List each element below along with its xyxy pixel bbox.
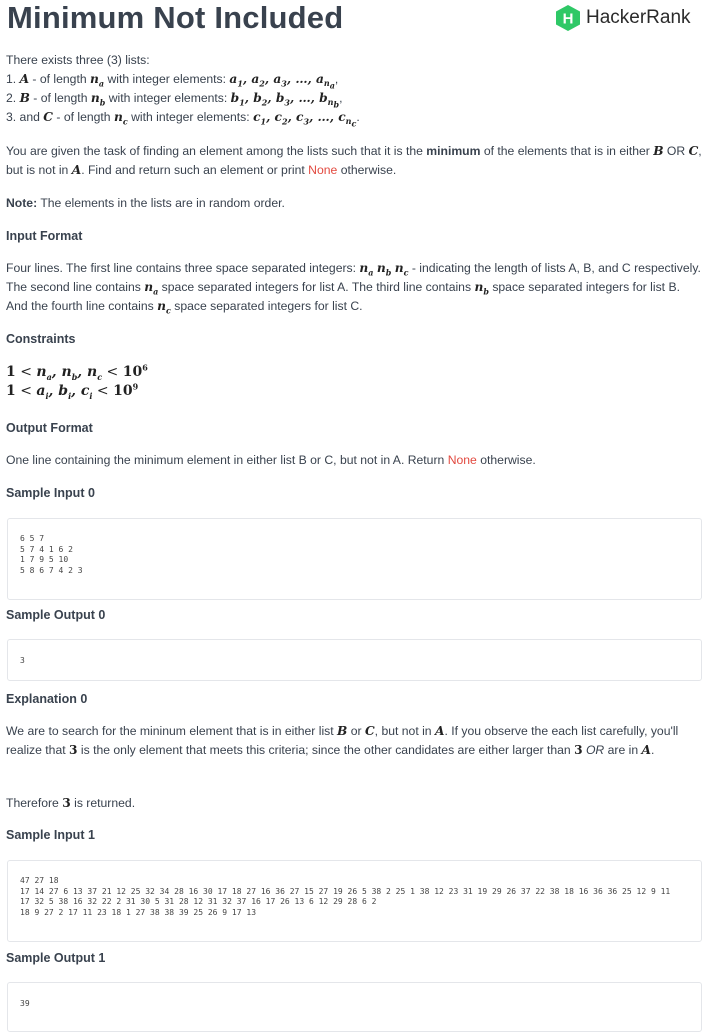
hackerrank-hexagon-icon bbox=[555, 4, 581, 32]
sample-input-0-box[interactable] bbox=[7, 518, 702, 600]
sample-output-0-heading: Sample Output 0 bbox=[6, 608, 106, 622]
explanation-0-heading: Explanation 0 bbox=[6, 692, 88, 706]
input-format-heading: Input Format bbox=[6, 229, 83, 243]
output-format-heading: Output Format bbox=[6, 421, 93, 435]
none-keyword: None bbox=[447, 453, 477, 467]
sample-output-1-heading: Sample Output 1 bbox=[6, 951, 106, 965]
hackerrank-logo bbox=[555, 4, 691, 32]
sample-input-1-code: 47 27 18 17 14 27 6 13 37 21 12 25 32 34 28 16 30 17 18 27 16 36 27 15 27 19 26 5 38 2 25 1 38 12 23 31 19 29 26 37 22 38 18 16 36 36 25 12 9 11 17 32 5 38 16 32 22 2 31 30 5 31 28 12 31 32 37 16 17 26 13 6 12 29 28 6 2 18 9 27 2 17 11 23 18 1 27 38 38 39 25 26 9 17 13 bbox=[20, 876, 671, 917]
sample-output-0-box[interactable] bbox=[7, 639, 702, 681]
logo-text: HackerRank bbox=[586, 7, 691, 28]
sample-input-1-heading: Sample Input 1 bbox=[6, 828, 95, 842]
sample-input-0-code: 6 5 7 5 7 4 1 6 2 1 7 9 5 10 5 8 6 7 4 2 3 bbox=[20, 534, 83, 575]
sample-output-1-box[interactable] bbox=[7, 982, 702, 1032]
input-format-text: Four lines. The first line contains three space separated integers: $n_a$ $n_b$ $n_c$ - indicating the length of lists A, B, and C respectively. The second line contains $n_a$ space separated integers for list A. The third line contains $n_b$ space separated integers for list B. And the fourth line contains $n_c$ space separated integers for list C. bbox=[6, 261, 701, 316]
intro-text: There exists three (3) lists: 1. A - of length $n_a$ with integer elements: $a_1$, $a_2$, $a_3$, …, $a_{n_a}$, 2. B - of length $n_b$ with integer elements: $b_1$, $b_2$, $b_3$, …, $b_{n_b}$, 3. and C - of length $n_c$ with integer elements: $c_1$, $c_2$, $c_3$, …, $c_{n_c}$. bbox=[6, 53, 360, 130]
task-text: You are given the task of finding an element among the lists such that it is the minimum of the elements that is in either B OR C, but is not in A. Find and return such an element or print None otherwise. bbox=[6, 144, 702, 177]
sample-input-1-box[interactable] bbox=[7, 860, 702, 942]
note-text: Note: The elements in the lists are in random order. bbox=[6, 196, 285, 210]
sample-output-0-code: 3 bbox=[20, 656, 25, 665]
constraint-lengths: $1 < n_a$, $n_b$, $n_c < 10^6$ bbox=[6, 362, 148, 382]
none-keyword: None bbox=[308, 163, 338, 177]
svg-text:H: H bbox=[562, 10, 574, 28]
sample-input-0-heading: Sample Input 0 bbox=[6, 486, 95, 500]
sample-output-1-code: 39 bbox=[20, 999, 30, 1008]
page-title: Minimum Not Included bbox=[7, 0, 344, 35]
therefore-text: Therefore 3 is returned. bbox=[6, 796, 136, 810]
output-format-text: One line containing the minimum element in either list B or C, but not in A. Return None otherwise. bbox=[6, 453, 536, 467]
constraints-heading: Constraints bbox=[6, 332, 76, 346]
explanation-0-text: We are to search for the mininum element that is in either list B or C, but not in A. If you observe the each list carefully, you'll realize that 3 is the only element that meets this criteria; since the other candidates are either larger than 3 OR are in A. bbox=[6, 724, 679, 757]
constraint-values: $1 < a_i$, $b_i$, $c_i < 10^9$ bbox=[6, 381, 139, 401]
